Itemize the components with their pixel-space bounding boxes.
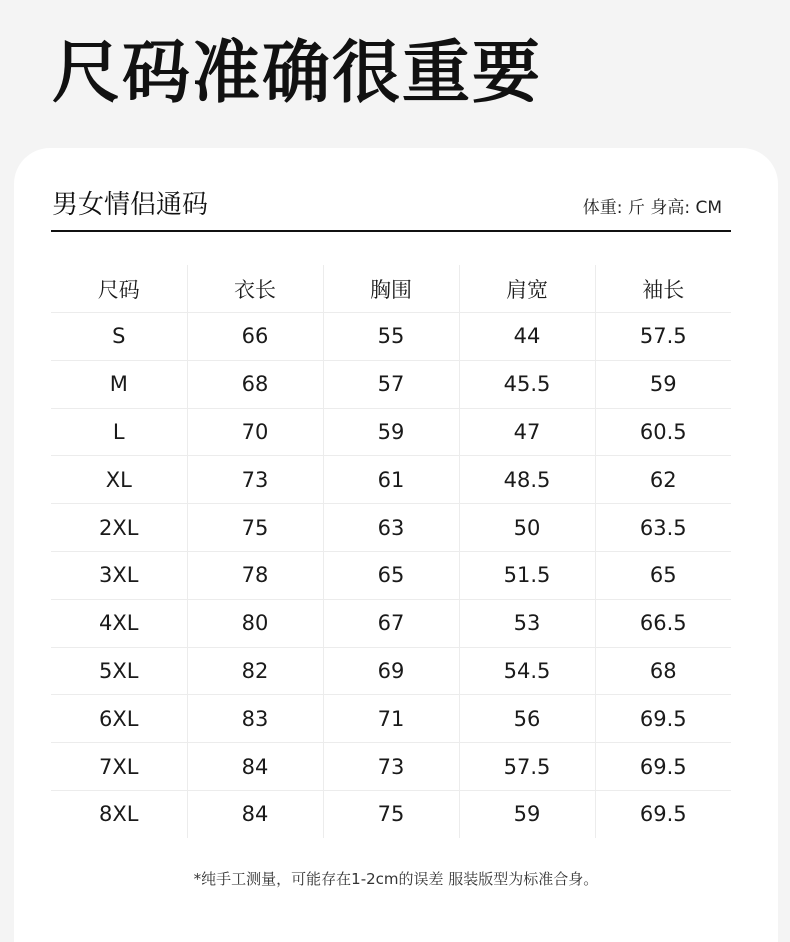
cell-shoulder: 56 [459, 695, 595, 743]
cell-length: 84 [187, 743, 323, 791]
column-header-chest: 胸围 [323, 265, 459, 313]
cell-size: 4XL [51, 599, 187, 647]
cell-size: 8XL [51, 790, 187, 837]
cell-length: 78 [187, 551, 323, 599]
table-row [51, 408, 731, 456]
cell-chest: 61 [323, 456, 459, 504]
cell-length: 75 [187, 504, 323, 552]
cell-length: 82 [187, 647, 323, 695]
cell-sleeve: 69.5 [595, 790, 731, 837]
table-row [51, 551, 731, 599]
cell-sleeve: 59 [595, 360, 731, 408]
cell-length: 68 [187, 360, 323, 408]
cell-shoulder: 51.5 [459, 551, 595, 599]
cell-shoulder: 47 [459, 408, 595, 456]
table-header-row [51, 265, 731, 313]
cell-shoulder: 57.5 [459, 743, 595, 791]
cell-size: 7XL [51, 743, 187, 791]
header-divider [51, 230, 731, 232]
cell-sleeve: 60.5 [595, 408, 731, 456]
cell-sleeve: 66.5 [595, 599, 731, 647]
cell-size: 2XL [51, 504, 187, 552]
cell-length: 70 [187, 408, 323, 456]
cell-size: 3XL [51, 551, 187, 599]
cell-length: 80 [187, 599, 323, 647]
page-title: 尺码准确很重要 [52, 34, 543, 113]
cell-sleeve: 62 [595, 456, 731, 504]
table-body [51, 313, 731, 838]
cell-shoulder: 48.5 [459, 456, 595, 504]
cell-shoulder: 50 [459, 504, 595, 552]
cell-size: L [51, 408, 187, 456]
cell-sleeve: 63.5 [595, 504, 731, 552]
cell-sleeve: 65 [595, 551, 731, 599]
cell-chest: 67 [323, 599, 459, 647]
table-row [51, 790, 731, 837]
cell-chest: 69 [323, 647, 459, 695]
cell-chest: 65 [323, 551, 459, 599]
table-row [51, 599, 731, 647]
table-row [51, 695, 731, 743]
table-row [51, 313, 731, 361]
cell-size: 6XL [51, 695, 187, 743]
column-header-length: 衣长 [187, 265, 323, 313]
unit-note: 体重: 斤 身高: CM [582, 198, 722, 218]
cell-length: 66 [187, 313, 323, 361]
cell-chest: 59 [323, 408, 459, 456]
cell-shoulder: 59 [459, 790, 595, 837]
cell-size: S [51, 313, 187, 361]
cell-chest: 75 [323, 790, 459, 837]
table-row [51, 743, 731, 791]
section-title: 男女情侣通码 [52, 190, 209, 220]
size-table [51, 265, 731, 838]
table-row [51, 647, 731, 695]
footnote: *纯手工测量，可能存在1-2cm的误差 服装版型为标准合身。 [193, 870, 599, 888]
cell-shoulder: 44 [459, 313, 595, 361]
column-header-size: 尺码 [97, 277, 140, 302]
card-header [52, 184, 732, 232]
cell-shoulder: 54.5 [459, 647, 595, 695]
cell-shoulder: 45.5 [459, 360, 595, 408]
cell-sleeve: 68 [595, 647, 731, 695]
cell-size: 5XL [51, 647, 187, 695]
cell-size: M [51, 360, 187, 408]
cell-length: 84 [187, 790, 323, 837]
cell-sleeve: 69.5 [595, 743, 731, 791]
cell-size: XL [51, 456, 187, 504]
cell-chest: 73 [323, 743, 459, 791]
table-row [51, 504, 731, 552]
cell-chest: 71 [323, 695, 459, 743]
cell-length: 73 [187, 456, 323, 504]
cell-chest: 57 [323, 360, 459, 408]
column-header-shoulder: 肩宽 [459, 265, 595, 313]
table-row [51, 360, 731, 408]
cell-chest: 63 [323, 504, 459, 552]
cell-chest: 55 [323, 313, 459, 361]
cell-length: 83 [187, 695, 323, 743]
cell-sleeve: 69.5 [595, 695, 731, 743]
column-header-sleeve: 袖长 [595, 265, 731, 313]
cell-sleeve: 57.5 [595, 313, 731, 361]
size-chart-card [14, 148, 778, 942]
table-row [51, 456, 731, 504]
cell-shoulder: 53 [459, 599, 595, 647]
